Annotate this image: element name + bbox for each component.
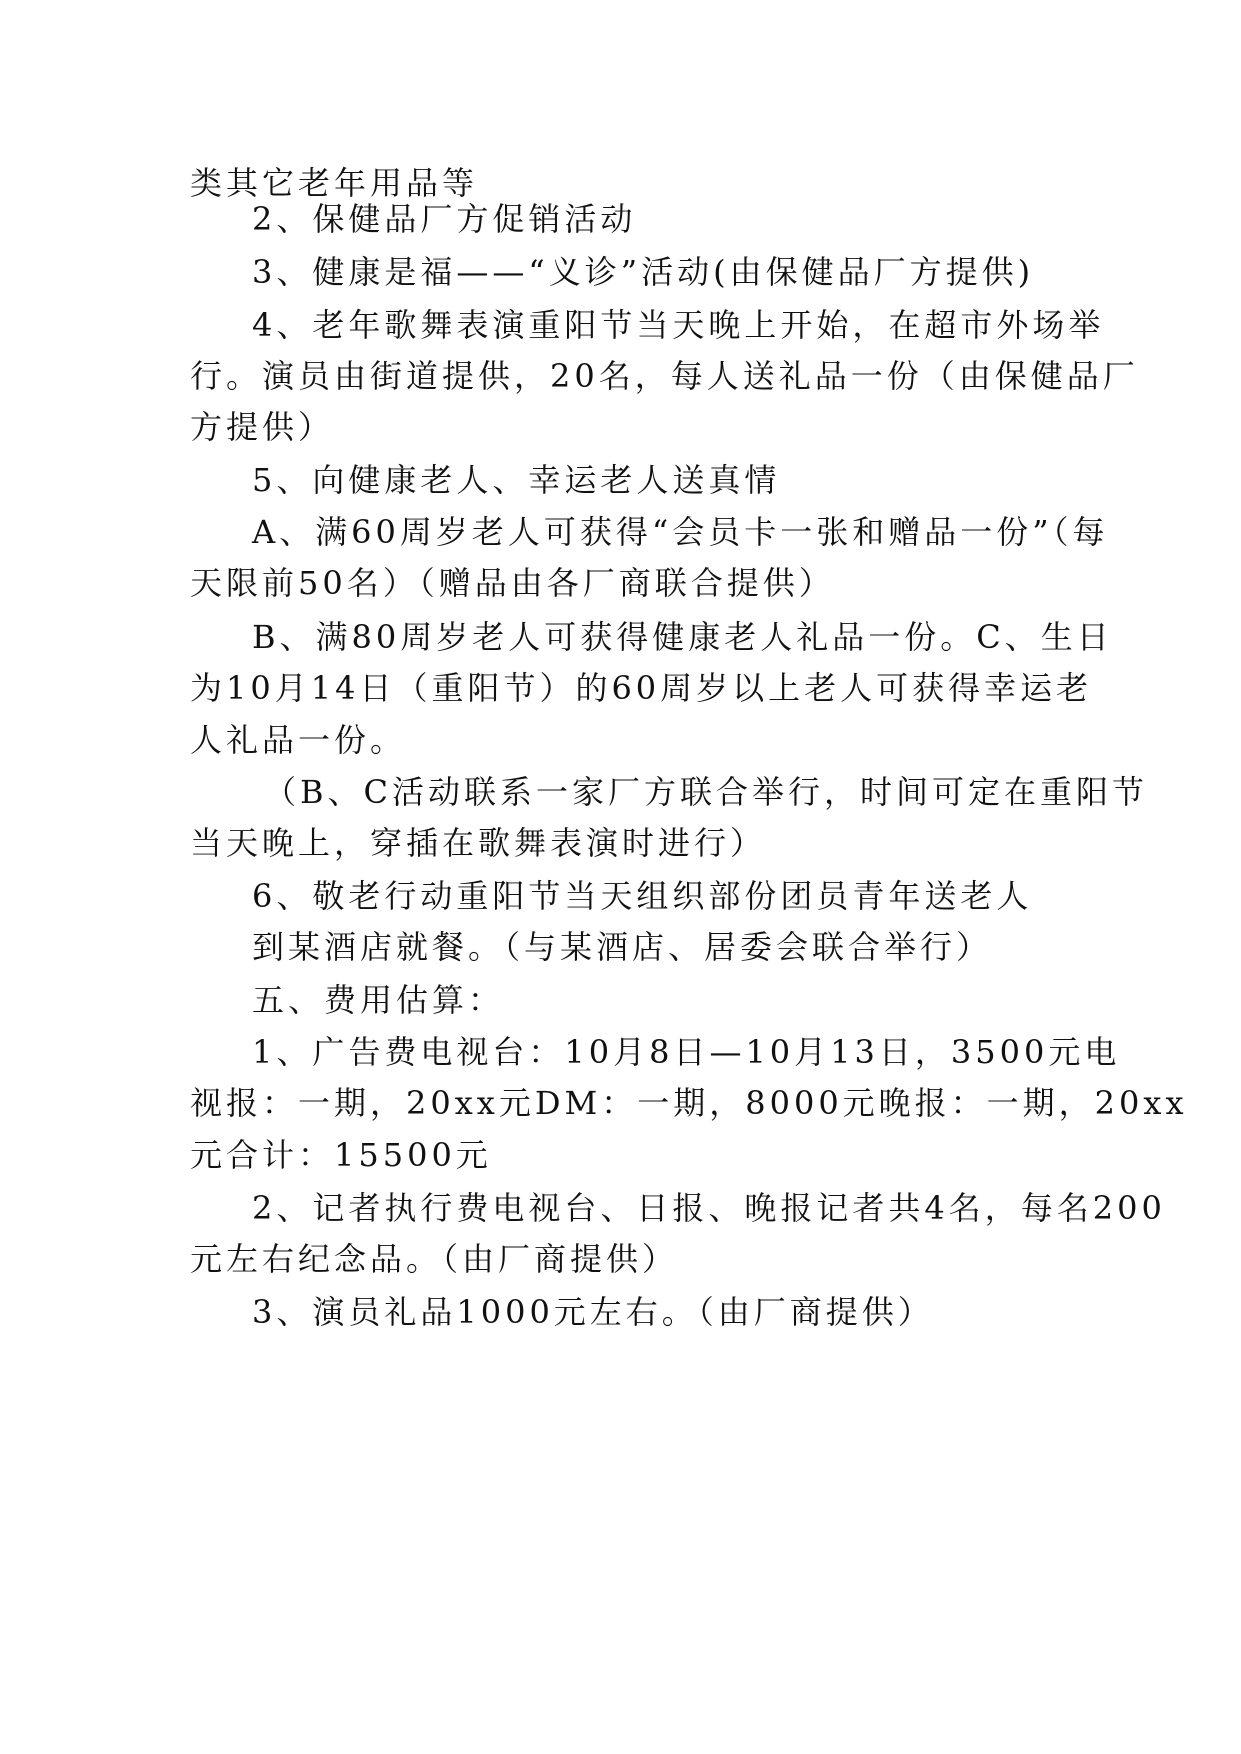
text-line: 4、老年歌舞表演重阳节当天晚上开始，在超市外场举	[252, 306, 1105, 344]
text-line: A、满60周岁老人可获得“会员卡一张和赠品一份”（每	[252, 513, 1109, 551]
text-line: 到某酒店就餐。（与某酒店、居委会联合举行）	[252, 928, 993, 966]
text-line: 视报：一期，20xx元DM：一期，8000元晚报：一期，20xx	[190, 1084, 1188, 1122]
section-heading: 五、费用估算：	[252, 981, 505, 1019]
text-line: 元合计：15500元	[190, 1136, 492, 1174]
text-line: 天限前50名）（赠品由各厂商联合提供）	[190, 564, 835, 602]
text-line: 3、健康是福——“义诊”活动(由保健品厂方提供)	[252, 253, 1035, 291]
text-line: 当天晚上，穿插在歌舞表演时进行）	[190, 824, 767, 862]
text-line: 为10月14日（重阳节）的60周岁以上老人可获得幸运老	[190, 669, 1093, 707]
text-line: 5、向健康老人、幸运老人送真情	[252, 461, 781, 499]
text-line: （B、C活动联系一家厂方联合举行，时间可定在重阳节	[264, 773, 1149, 811]
text-line: 行。演员由街道提供，20名，每人送礼品一份（由保健品厂	[190, 357, 1139, 395]
text-line: B、满80周岁老人可获得健康老人礼品一份。C、生日	[252, 618, 1113, 656]
text-line: 人礼品一份。	[190, 721, 407, 759]
text-line: 1、广告费电视台：10月8日—10月13日，3500元电	[252, 1033, 1121, 1071]
text-line: 3、演员礼品1000元左右。（由厂商提供）	[252, 1293, 934, 1331]
text-line: 2、记者执行费电视台、日报、晚报记者共4名，每名200	[252, 1189, 1166, 1227]
text-line: 元左右纪念品。（由厂商提供）	[190, 1240, 679, 1278]
text-line: 6、敬老行动重阳节当天组织部份团员青年送老人	[252, 877, 1033, 915]
text-line: 类其它老年用品等	[190, 164, 479, 202]
text-line: 2、保健品厂方促销活动	[252, 200, 637, 238]
text-line: 方提供）	[190, 408, 335, 446]
